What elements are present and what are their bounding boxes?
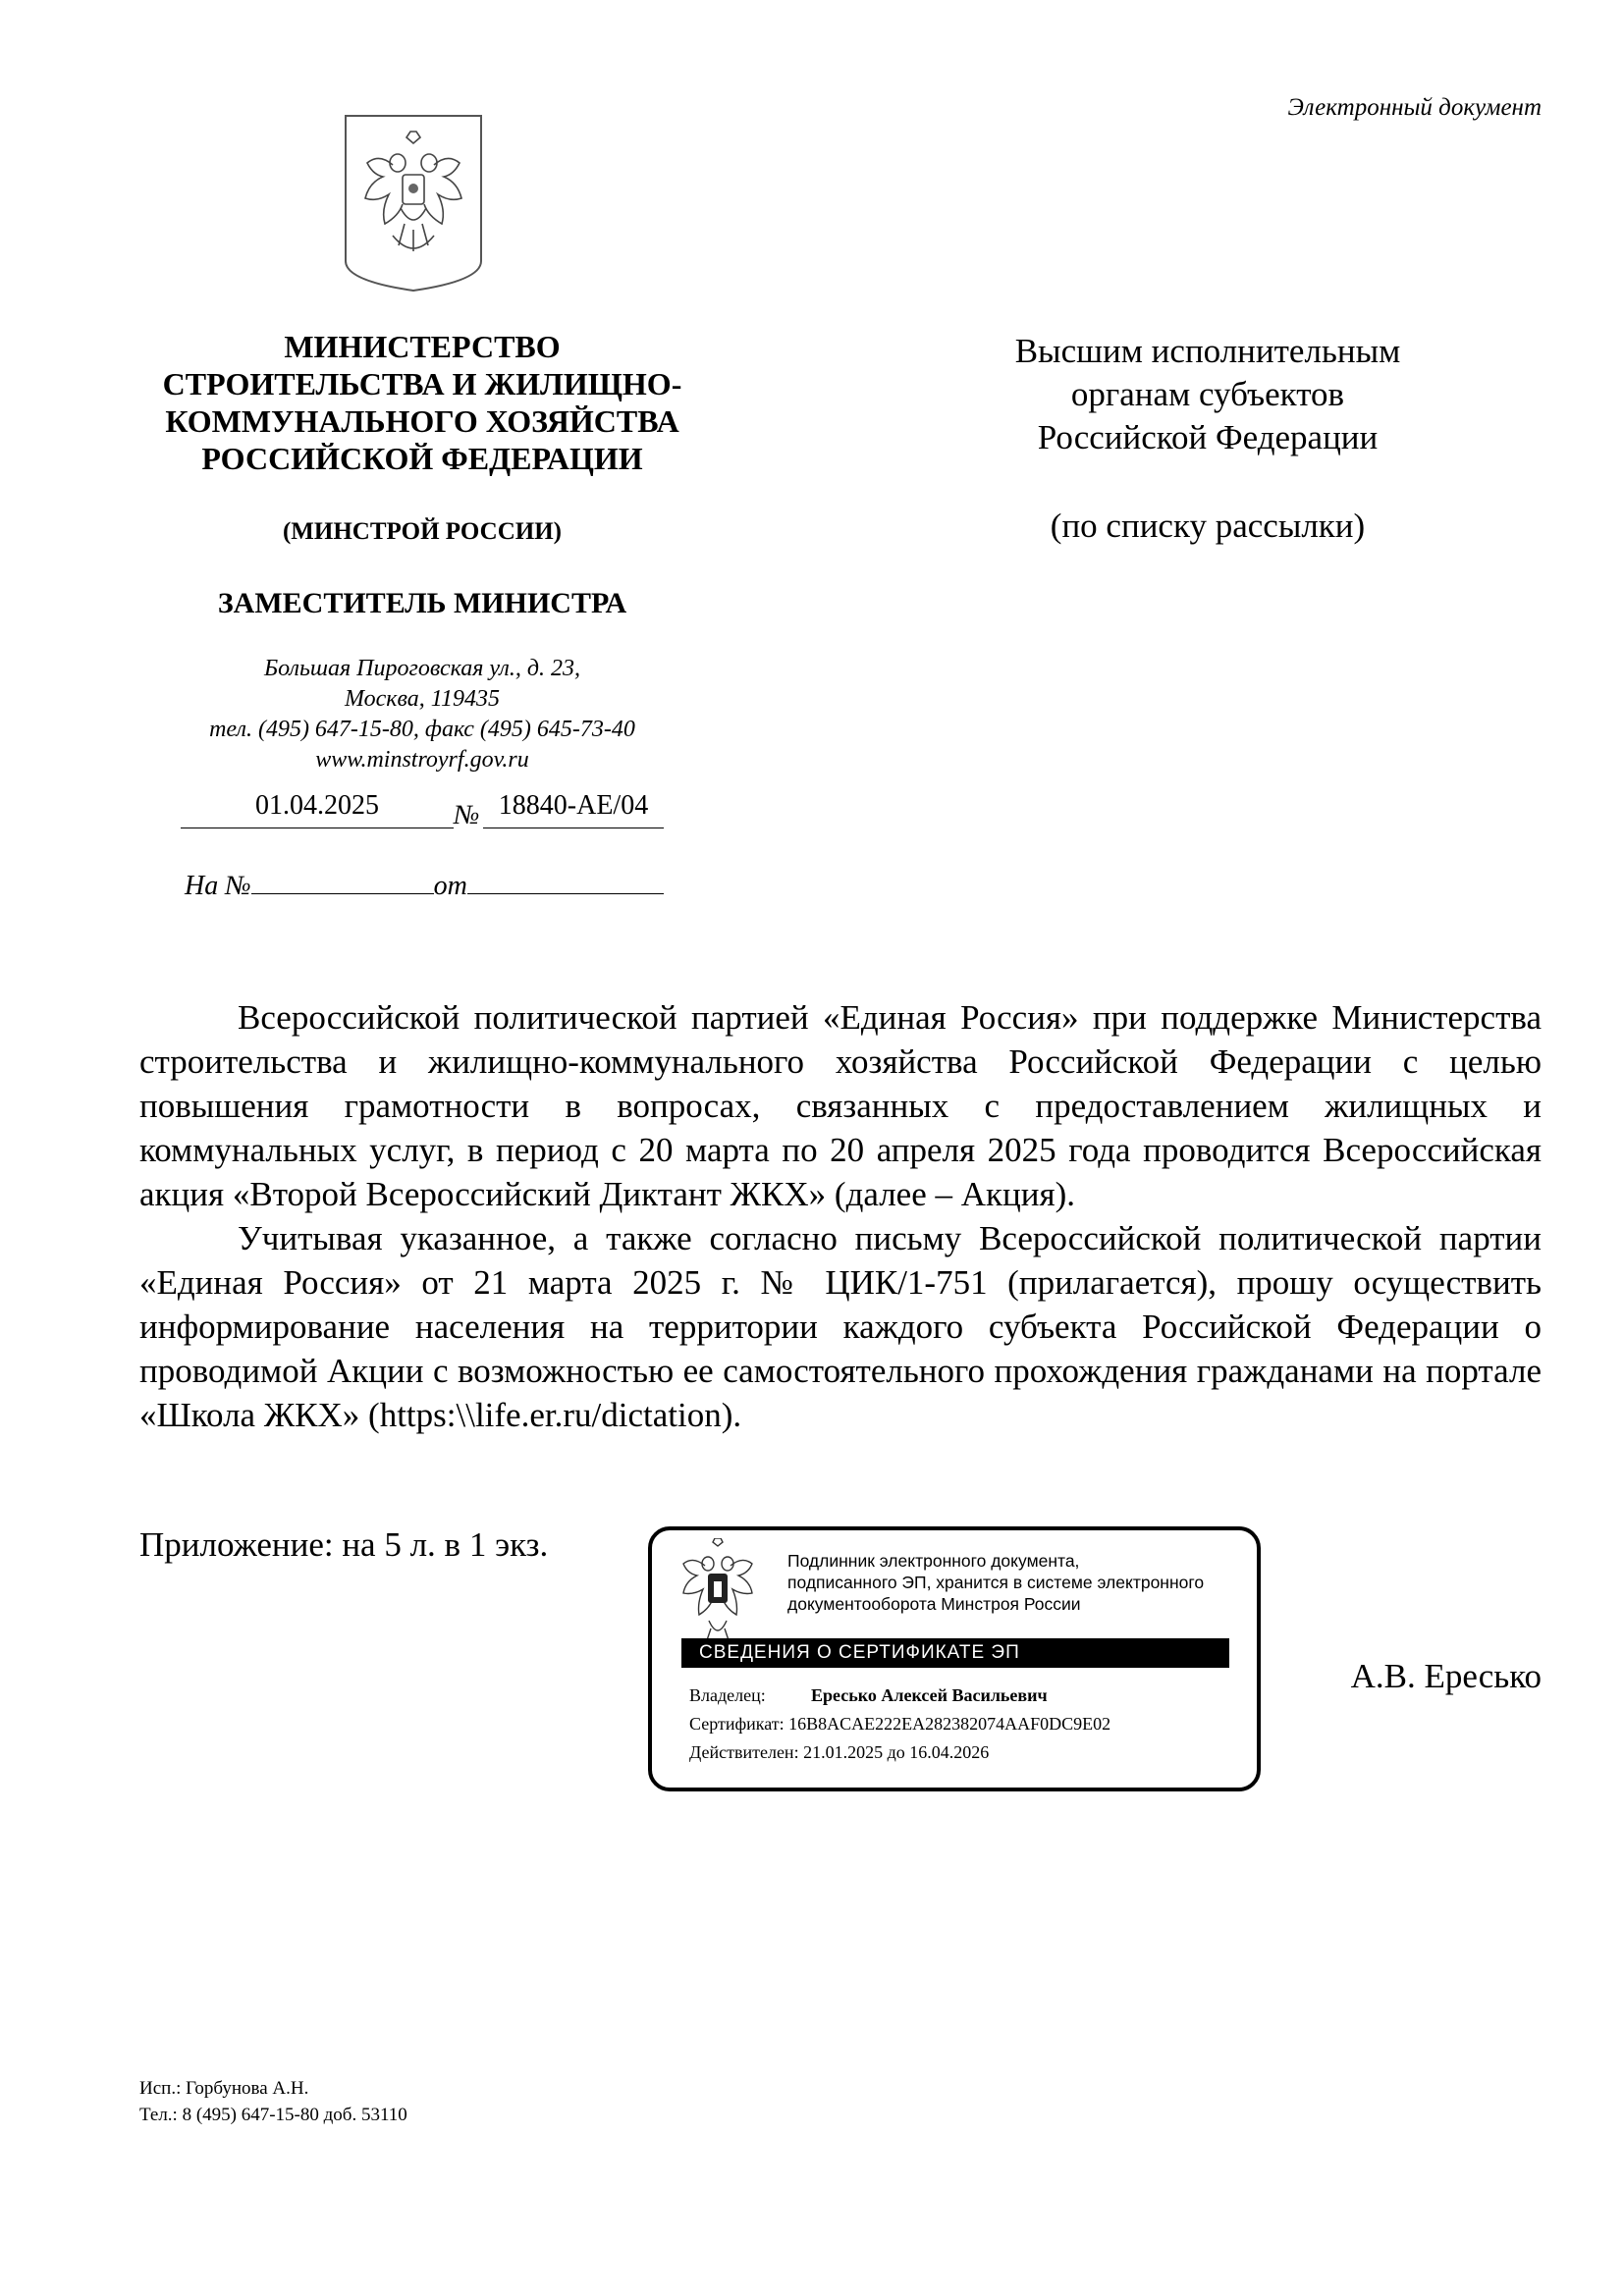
stamp-header-line: подписанного ЭП, хранится в системе электронного <box>787 1573 1205 1592</box>
validity-label: Действителен: <box>689 1742 799 1762</box>
ministry-address <box>128 654 717 775</box>
ministry-name-line: СТРОИТЕЛЬСТВА И ЖИЛИЩНО- <box>162 366 682 401</box>
ministry-name-line: РОССИЙСКОЙ ФЕДЕРАЦИИ <box>201 441 643 476</box>
ministry-name-line: КОММУНАЛЬНОГО ХОЗЯЙСТВА <box>165 403 679 439</box>
certificate-label: Сертификат: <box>689 1714 785 1734</box>
recipient-line: органам субъектов <box>1070 375 1345 413</box>
reply-to-line <box>185 868 664 902</box>
electronic-signature-stamp <box>648 1526 1261 1791</box>
recipient-note: (по списку рассылки) <box>1050 507 1366 545</box>
recipient-line: Российской Федерации <box>1037 418 1379 456</box>
body-paragraph: Всероссийской политической партией «Единая Россия» при поддержке Министерства строительства и жилищно-коммунального хозяйства Российской Федерации с целью повышения грамотности в вопросах, связанных с предоставлением жилищных и коммунальных услуг, в период с 20 марта по 20 апреля 2025 года проводится Всероссийская акция «Второй Всероссийский Диктант ЖКХ» (далее – Акция). <box>139 998 1542 1213</box>
recipient-line: Высшим исполнительным <box>1014 332 1401 370</box>
certificate-number-row <box>689 1714 1110 1735</box>
coat-of-arms-emblem-icon <box>344 114 483 293</box>
certificate-owner-row <box>689 1685 1048 1706</box>
reply-to-date-blank <box>467 868 664 894</box>
certificate-validity-row <box>689 1742 989 1763</box>
attachment-note: Приложение: на 5 л. в 1 экз. <box>139 1525 549 1564</box>
body-paragraph: Учитывая указанное, а также согласно письму Всероссийской политической партии «Единая Россия» от 21 марта 2025 г. № ЦИК/1-751 (прилагается), прошу осуществить информирование населения на территории каждого субъекта Российской Федерации о проводимой Акции с возможностью ее самостоятельного прохождения гражданами на портале «Школа ЖКХ» (https:\\life.er.ru/dictation). <box>139 1219 1542 1434</box>
reply-to-date-label: от <box>433 871 467 901</box>
stamp-header-line: документооборота Минстроя России <box>787 1594 1081 1614</box>
owner-value: Ересько Алексей Васильевич <box>811 1685 1048 1705</box>
certificate-info-bar: СВЕДЕНИЯ О СЕРТИФИКАТЕ ЭП <box>681 1638 1229 1668</box>
executor-footer <box>139 2075 407 2128</box>
executor-phone: Тел.: 8 (495) 647-15-80 доб. 53110 <box>139 2105 407 2125</box>
address-line: Москва, 119435 <box>344 686 500 712</box>
sender-position: ЗАМЕСТИТЕЛЬ МИНИСТРА <box>217 587 627 619</box>
owner-label: Владелец: <box>689 1685 766 1705</box>
ministry-emblem-icon <box>676 1538 760 1648</box>
electronic-document-label: Электронный документ <box>1287 94 1542 121</box>
stamp-header <box>787 1550 1249 1615</box>
address-line: тел. (495) 647-15-80, факс (495) 645-73-40 <box>209 717 635 742</box>
registration-date: 01.04.2025 <box>181 790 454 828</box>
address-line: www.minstroyrf.gov.ru <box>315 747 529 773</box>
letter-body <box>139 995 1542 1437</box>
registration-number: 18840-АЕ/04 <box>483 790 664 828</box>
ministry-short-name: (МИНСТРОЙ РОССИИ) <box>282 518 562 545</box>
ministry-name-line: МИНИСТЕРСТВО <box>284 329 561 364</box>
validity-value: 21.01.2025 до 16.04.2026 <box>803 1742 990 1762</box>
recipient-block <box>913 330 1502 459</box>
stamp-header-line: Подлинник электронного документа, <box>787 1551 1080 1571</box>
executor-name: Исп.: Горбунова А.Н. <box>139 2078 309 2099</box>
reply-to-number-blank <box>251 868 434 894</box>
signer-name: А.В. Ересько <box>1350 1657 1542 1695</box>
address-line: Большая Пироговская ул., д. 23, <box>263 656 581 681</box>
ministry-name <box>128 328 717 477</box>
certificate-value: 16B8ACAE222EA282382074AAF0DC9E02 <box>788 1714 1111 1734</box>
registration-number-sign: № <box>454 800 480 830</box>
reply-to-number-label: На № <box>185 871 251 901</box>
